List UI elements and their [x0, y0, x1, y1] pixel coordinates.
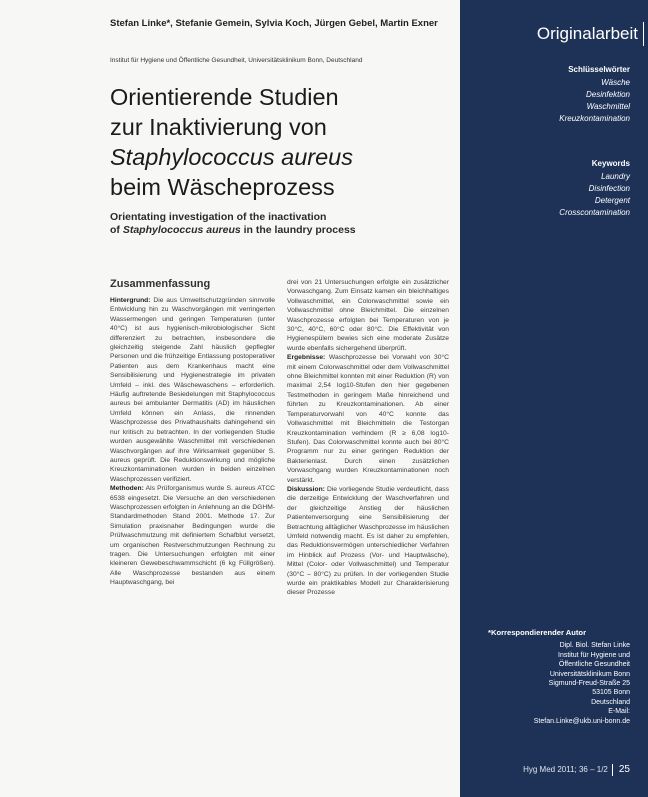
abstract-heading: Zusammenfassung: [110, 278, 211, 290]
keywords-heading: Keywords: [591, 159, 630, 168]
authors: Stefan Linke*, Stefanie Gemein, Sylvia Koch, Jürgen Gebel, Martin Exner: [110, 18, 438, 29]
title-line-4: beim Wäscheprozess: [110, 174, 335, 200]
discussion-text: Die vorliegende Studie verdeutlicht, dass die derzeitige Entwicklung der Waschverfahren und der gleichzeitige Anstieg der häuslichen Patientenversorgung eine Sensibilisierung der Betrachtung alltäglicher Waschprozesse im häuslichen Umfeld notwendig macht. Es ist daher zu empfehlen, das Reduktionsvermögen unterschiedlicher Verfahren im Hinblick auf Prozess (Vor- und Hauptwäsche), Mittel (Color- oder Vollwaschmittel) und Temperatur (30°C – 80°C) zu prüfen. In der vorliegenden Studie wurde ein praktikables Modell zur Charakterisierung dieser Prozesse: [287, 485, 449, 597]
corr-line: Öffentliche Gesundheit: [558, 661, 630, 669]
keyword: Crosscontamination: [559, 208, 630, 217]
abstract-column-1: [110, 296, 275, 588]
title-line-3: Staphylococcus aureus: [110, 144, 353, 170]
footer-separator: [612, 764, 613, 776]
page-footer: [523, 764, 630, 776]
abstract-methods: [110, 484, 275, 587]
title-line-1: Orientierende Studien: [110, 84, 339, 110]
english-title-line-2: [110, 224, 450, 237]
methods-text: Als Prüforganismus wurde S. aureus ATCC 6538 eingesetzt. Die Versuche an den verschiedenen Waschprozessen erfolgten in Anlehnung an die DGHM-Standardmethoden Stand 2001. Methode 17. Zur Simulation praxisnaher Bedingungen wurde die Prüfwaschmutzung mit definiertem Schafblut versetzt, um organischen Restverschmutzungen Rechnung zu tragen. Die Untersuchungen erfolgten mit einer kleineren Gewebeschwammschicht (6 kg Füllgrößen). Alle Waschprozesse bestanden aus einem Hauptwaschgang, bei: [110, 485, 275, 587]
background-text: Die aus Umweltschutzgründen sinnvolle Entwicklung hin zu Waschvorgängen mit verringerten Wassermengen und geringen Temperaturen (unter 40°C) ist aus hygienisch-mikrobiologischer Sicht differenziert zu betrachten, insbesondere die gleichzeitig steigende Zahl häuslich gepflegter Personen und die frühzeitige Entlassung postoperativer Patienten aus dem Krankenhaus macht eine Sensibilisierung und Hygienestrategie im privaten Umfeld – inkl. des Wäschewaschens – erforderlich. Häufig auftretende Besiedelungen mit Staphylococcus aureus bei ambulanter Dermatitis (AD) im häuslichen Umfeld können ein Anlass, die rinnenden Waschprozesse des Privathaushalts dahingehend ein nur kritisch zu betrachten. In der vorliegenden Studie wurden ausgewählte Waschmittel mit verschiedenen Waschvorgängen auf ihre Wirksamkeit gegenüber S. aureus geprüft. Die Reduktionswirkung und mögliche Kreuzkontaminationen wurden in beiden einzelnen Waschprozessen verifiziert.: [110, 297, 275, 483]
schluesselwoerter-heading: Schlüsselwörter: [568, 65, 630, 74]
page-number: 25: [618, 764, 630, 776]
schluesselwort: Waschmittel: [586, 102, 630, 111]
sidebar: [460, 0, 648, 797]
discussion-head: Diskussion:: [287, 485, 325, 493]
keyword: Disinfection: [588, 184, 630, 193]
schluesselwoerter-block: [559, 64, 630, 125]
corr-line: Sigmund-Freud-Straße 25: [548, 680, 630, 688]
background-head: Hintergrund:: [110, 297, 151, 304]
section-label: Originalarbeit: [536, 24, 638, 43]
english-title-line-1: Orientating investigation of the inactivation: [110, 211, 327, 223]
english-title: [110, 211, 450, 237]
corr-line: Dipl. Biol. Stefan Linke: [559, 642, 630, 650]
affiliation: Institut für Hygiene und Öffentliche Gesundheit, Universitätsklinikum Bonn, Deutschland: [110, 57, 363, 64]
corr-email[interactable]: Stefan.Linke@ukb.uni-bonn.de: [533, 717, 630, 725]
abstract-background: [110, 296, 275, 484]
corr-line: 53105 Bonn: [592, 689, 630, 697]
results-head: Ergebnisse:: [287, 354, 326, 362]
abstract-column-2: [287, 278, 449, 598]
english-title-pre: of: [110, 224, 123, 236]
schluesselwort: Kreuzkontamination: [559, 114, 630, 123]
corresponding-author-heading: *Korrespondierender Autor: [488, 628, 587, 637]
article-title: [110, 82, 450, 202]
english-title-post: in the laundry process: [240, 224, 356, 236]
results-text: Waschprozesse bei Vorwahl von 30°C mit einem Colorwaschmittel oder dem Vollwaschmittel ohne Bleichmittel konnten mit einer Reduktion (R) von maximal 2,54 log10-Stufen den hier gegebenen Testmethoden in geringem Maße hinreichend und führten zu Kreuzkontaminationen. Ab einer Temperaturvorwahl von 40°C konnte das Vollwaschmittel mit Bleichmitteln die Testorgan Kreuzkontamination verhindern (R ≥ 6,08 log10-Stufen). Das Colorwaschmittel konnte auch bei 80°C Programm nur zu einer geringen Reduktion der Bakterienlast. Durch einen zusätzlichen Vorwaschgang wurden Kreuzkontaminationen noch verstärkt.: [287, 354, 449, 484]
schluesselwort: Wäsche: [601, 78, 630, 87]
english-title-organism: Staphylococcus aureus: [122, 224, 241, 236]
corr-line: Universitätsklinikum Bonn: [549, 670, 630, 678]
methods-head: Methoden:: [110, 485, 144, 493]
keyword: Detergent: [594, 196, 630, 205]
corresponding-author: [460, 628, 630, 726]
schluesselwort: Desinfektion: [585, 90, 630, 99]
corr-line: E-Mail:: [608, 708, 630, 716]
abstract-discussion: [287, 485, 449, 598]
keywords-block: [559, 158, 630, 219]
abstract-methods-cont: drei von 21 Untersuchungen erfolgte ein zusätzlicher Vorwaschgang. Zum Einsatz kamen ein bleichhaltiges Vollwaschmittel, ein Colorwaschmittel sowie ein Vollwaschmittel ohne Bleichmittel. Die einzelnen Waschprozesse erfolgten bei Temperaturen von je 30°C, 40°C, 60°C oder 80°C. Die Effektivität von Hygienespülern bewies sich eine moderate Zusätze wurde ebenfalls sichergehend überprüft.: [287, 279, 449, 352]
section-label-bar: [643, 22, 644, 46]
corr-line: Institut für Hygiene und: [558, 651, 630, 659]
journal-reference: Hyg Med 2011; 36 – 1/2: [523, 765, 608, 775]
abstract-results: [287, 353, 449, 485]
keyword: Laundry: [601, 172, 630, 181]
corr-line: Deutschland: [591, 698, 630, 706]
title-line-2: zur Inaktivierung von: [110, 114, 327, 140]
